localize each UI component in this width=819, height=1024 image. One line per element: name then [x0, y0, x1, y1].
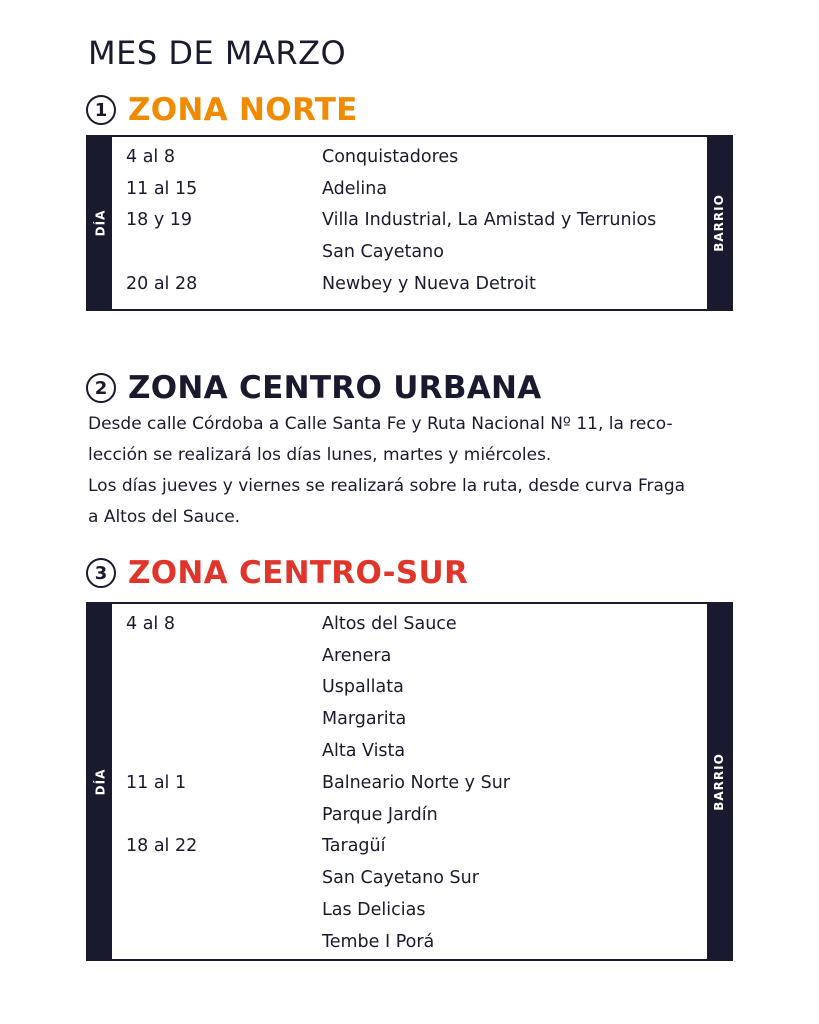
table-row [126, 767, 707, 799]
dia-cell: 11 al 1 [126, 772, 187, 793]
barrio-cell: Conquistadores [322, 146, 459, 167]
dia-side-label: DÍA [88, 137, 112, 309]
zone-norte-table [86, 135, 733, 311]
barrio-cell: Balneario Norte y Sur [322, 772, 510, 793]
barrio-side-label: BARRIO [707, 137, 731, 309]
table-row [126, 141, 707, 173]
barrio-cell: Alta Vista [322, 741, 406, 762]
table-row [126, 831, 707, 863]
table-row [126, 735, 707, 767]
barrio-cell: Parque Jardín [322, 804, 438, 825]
barrio-cell: Margarita [322, 709, 407, 730]
barrio-cell: Arenera [322, 645, 392, 666]
barrio-cell: San Cayetano [322, 242, 444, 263]
barrio-cell: Villa Industrial, La Amistad y Terrunios [322, 210, 657, 231]
table-row [126, 268, 707, 300]
dia-cell: 20 al 28 [126, 274, 198, 295]
dia-side-label: DÍA [88, 604, 112, 959]
description-line: lección se realizará los días lunes, martes y miércoles. [88, 445, 552, 465]
zone-number-badge: 1 [86, 95, 116, 125]
zone-centro-sur-rows [112, 604, 707, 959]
zone-norte-heading [86, 92, 358, 128]
zone-norte-rows [112, 137, 707, 309]
zone-centro-urbana-description [88, 409, 738, 533]
zone-centro-sur-table [86, 602, 733, 961]
table-row [126, 799, 707, 831]
dia-cell: 4 al 8 [126, 613, 175, 634]
barrio-cell: Uspallata [322, 677, 404, 698]
barrio-cell: Adelina [322, 178, 388, 199]
page-title: MES DE MARZO [88, 34, 347, 72]
zone-centro-sur-title: ZONA CENTRO-SUR [128, 555, 469, 591]
table-row [126, 862, 707, 894]
zone-centro-urbana-title: ZONA CENTRO URBANA [128, 370, 542, 406]
barrio-cell: Altos del Sauce [322, 613, 457, 634]
barrio-cell: San Cayetano Sur [322, 868, 479, 889]
table-row [126, 173, 707, 205]
barrio-cell: Taragüí [322, 836, 386, 857]
dia-cell: 18 al 22 [126, 836, 198, 857]
barrio-cell: Las Delicias [322, 900, 426, 921]
zone-norte-title: ZONA NORTE [128, 92, 358, 128]
table-row [126, 703, 707, 735]
table-row [126, 205, 707, 237]
table-row [126, 672, 707, 704]
zone-centro-sur-heading [86, 555, 468, 591]
zone-number-badge: 2 [86, 373, 116, 403]
barrio-cell: Newbey y Nueva Detroit [322, 274, 536, 295]
description-line: Desde calle Córdoba a Calle Santa Fe y Ruta Nacional Nº 11, la reco- [88, 414, 673, 434]
zone-number-badge: 3 [86, 558, 116, 588]
dia-cell: 18 y 19 [126, 210, 193, 231]
dia-cell: 4 al 8 [126, 146, 175, 167]
zone-centro-urbana-heading [86, 370, 542, 406]
table-row [126, 608, 707, 640]
barrio-cell: Tembe I Porá [322, 931, 435, 952]
table-row [126, 236, 707, 268]
table-row [126, 894, 707, 926]
description-line: a Altos del Sauce. [88, 507, 241, 527]
table-row [126, 926, 707, 958]
description-line: Los días jueves y viernes se realizará sobre la ruta, desde curva Fraga [88, 476, 686, 496]
barrio-side-label: BARRIO [707, 604, 731, 959]
table-row [126, 640, 707, 672]
dia-cell: 11 al 15 [126, 178, 198, 199]
